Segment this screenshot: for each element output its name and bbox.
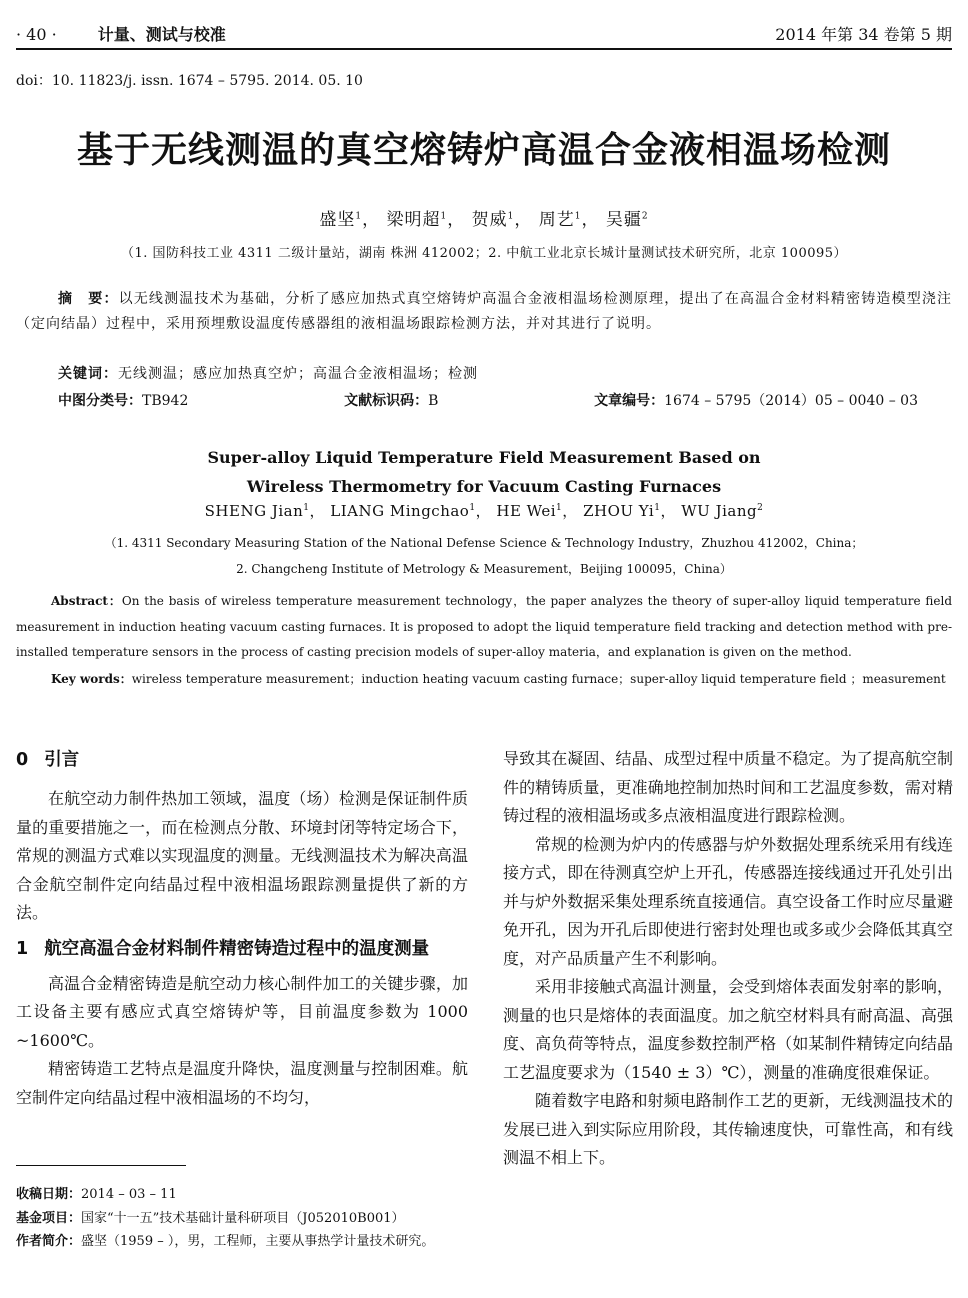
paragraph: 在航空动力制件热加工领域，温度（场）检测是保证制件质量的重要措施之一，而在检测点分散、环境封闭等特定场合下，常规的测温方式难以实现温度的测量。无线测温技术为解决高温合金航空制件定向结晶过程中液相温场跟踪测量提供了新的方法。 — [16, 789, 468, 922]
footnote-label: 基金项目： — [16, 1210, 82, 1226]
doi: doi：10. 11823/j. issn. 1674 – 5795. 2014. 05. 10 — [16, 73, 363, 89]
author-affil-mark: 1 — [469, 503, 476, 513]
section-heading — [16, 934, 468, 964]
footnotes — [16, 1183, 468, 1254]
journal-section: 计量、测试与校准 — [97, 25, 226, 44]
abstract-label: 摘 要： — [58, 291, 119, 307]
keywords-label: 关键词： — [58, 366, 118, 382]
article-number-value: 1674 – 5795（2014）05 – 0040 – 03 — [664, 393, 918, 409]
author-affil-mark: 1 — [440, 211, 448, 222]
author-list — [0, 205, 968, 230]
english-abstract-text: On the basis of wireless temperature measurement technology，the paper analyzes the theory of super-alloy liquid temperature field measurement in induction heating vacuum casting furnaces. It is proposed to adopt the liquid temperature field tracking and detection method with pre-installed temperature sensors in the process of casting precision models of super-alloy materia，and explanation is given on the method. — [16, 594, 953, 659]
paragraph: 随着数字电路和射频电路制作工艺的更新，无线测温技术的发展已进入到实际应用阶段，其传输速度快，可靠性高，和有线测温不相上下。 — [503, 1091, 953, 1167]
abstract-cn — [16, 287, 952, 337]
footnote-fund — [16, 1207, 468, 1231]
paragraph: 高温合金精密铸造是航空动力核心制件加工的关键步骤，加工设备主要有感应式真空熔铸炉等，目前温度参数为 1000 ~1600℃。 — [16, 973, 468, 1050]
keywords-cn — [58, 363, 478, 383]
clc-number — [58, 390, 188, 410]
author-name: LIANG Mingchao — [330, 502, 470, 520]
body-column-left — [16, 745, 468, 1112]
footnote-label: 收稿日期： — [16, 1187, 82, 1202]
english-title-line: Super-alloy Liquid Temperature Field Measurement Based on — [207, 448, 761, 467]
author-affil-mark: 2 — [757, 503, 764, 513]
footnote-bio — [16, 1230, 468, 1254]
footnote-received — [16, 1183, 468, 1207]
author-separator: ， — [362, 210, 381, 230]
author-separator: ， — [562, 502, 578, 520]
affiliations: （1. 国防科技工业 4311 二级计量站，湖南 株洲 412002；2. 中航工业北京长城计量测试技术研究所，北京 100095） — [120, 246, 848, 261]
article-number — [594, 390, 918, 410]
section-title: 航空高温合金材料制件精密铸造过程中的温度测量 — [44, 938, 430, 959]
english-keywords-text: wireless temperature measurement；induction heating vacuum casting furnace；super-alloy liquid temperature field ；measurement — [131, 672, 946, 686]
author-name: 盛坚 — [319, 210, 356, 230]
author-separator: ， — [660, 502, 676, 520]
footnote-text: 盛坚（1959 – ），男，工程师，主要从事热学计量技术研究。 — [81, 1234, 435, 1249]
paragraph: 常规的检测为炉内的传感器与炉外数据处理系统采用有线连接方式，即在待测真空炉上开孔，传感器连接线通过开孔处引出并与炉外数据采集处理系统直接通信。真空设备工作时应尽量避免开孔，因为开孔后即使进行密封处理也或多或少会降低其真空度，对产品质量产生不利影响。 — [503, 834, 953, 968]
author-affil-mark: 2 — [641, 211, 649, 222]
footnote-text: 国家“十一五”技术基础计量科研项目（J052010B001） — [81, 1210, 405, 1226]
article-number-label: 文章编号： — [594, 393, 665, 409]
paragraph: 精密铸造工艺特点是温度升降快，温度测量与控制困难。航空制件定向结晶过程中液相温场的不均匀， — [16, 1059, 468, 1107]
english-keywords-label: Key words： — [51, 672, 132, 686]
author-name: HE Wei — [496, 502, 557, 520]
author-name: 贺威 — [471, 210, 508, 230]
english-affiliation-line: 2. Changcheng Institute of Metrology & Measurement，Beijing 100095，China） — [236, 562, 732, 576]
author-name: ZHOU Yi — [583, 502, 655, 520]
section-title: 引言 — [44, 750, 80, 770]
author-affil-mark: 1 — [507, 211, 515, 222]
english-title-line: Wireless Thermometry for Vacuum Casting Furnaces — [246, 477, 722, 496]
abstract-text: 以无线测温技术为基础，分析了感应加热式真空熔铸炉高温合金液相温场检测原理，提出了在高温合金材料精密铸造模型浇注（定向结晶）过程中，采用预埋敷设温度传感器组的液相温场跟踪检测方法，并对其进行了说明。 — [16, 291, 953, 332]
clc-value: TB942 — [142, 393, 189, 409]
footnote-text: 2014 – 03 – 11 — [81, 1187, 177, 1202]
author-name: SHENG Jian — [204, 502, 304, 520]
author-separator: ， — [514, 210, 533, 230]
footnote-rule — [16, 1165, 186, 1166]
english-keywords — [16, 667, 952, 693]
doc-code — [344, 390, 438, 410]
header-rule — [16, 48, 952, 50]
english-abstract — [16, 589, 952, 666]
paper-title: 基于无线测温的真空熔铸炉高温合金液相温场检测 — [76, 130, 891, 171]
author-affil-mark: 1 — [556, 503, 563, 513]
english-title — [0, 443, 968, 501]
section-number: 0 — [16, 750, 29, 770]
paragraph: 导致其在凝固、结晶、成型过程中质量不稳定。为了提高航空制件的精铸质量，更准确地控制加热时间和工艺温度参数，需对精铸过程的液相温场或多点液相温度进行跟踪检测。 — [503, 749, 953, 825]
doc-code-label: 文献标识码： — [344, 393, 429, 409]
english-abstract-label: Abstract： — [51, 594, 122, 608]
author-affil-mark: 1 — [654, 503, 661, 513]
page-number: · 40 · — [16, 25, 57, 44]
author-affil-mark: 1 — [574, 211, 582, 222]
running-header-left — [16, 22, 226, 45]
english-affiliation-line: （1. 4311 Secondary Measuring Station of the National Defense Science & Technology Industry，Zhuzhou 412002，China； — [104, 536, 864, 550]
author-separator: ， — [447, 210, 466, 230]
paragraph: 采用非接触式高温计测量，会受到熔体表面发射率的影响，测量的也只是熔体的表面温度。加之航空材料具有耐高温、高强度、高负荷等特点，温度参数控制严格（如某制件精铸定向结晶工艺温度要求为（1540 ± 3）℃），测量的准确度很难保证。 — [503, 977, 953, 1082]
author-name: 梁明超 — [386, 210, 441, 230]
author-name: 吴疆 — [605, 210, 642, 230]
author-separator: ， — [475, 502, 492, 520]
body-column-right — [503, 745, 953, 1173]
author-affil-mark: 1 — [355, 211, 363, 222]
author-separator: ， — [581, 210, 600, 230]
doc-code-value: B — [428, 393, 439, 409]
english-author-list — [0, 500, 968, 521]
footnote-label: 作者简介： — [16, 1234, 82, 1249]
clc-label: 中图分类号： — [58, 393, 142, 409]
author-affil-mark: 1 — [303, 503, 310, 513]
classification-row — [58, 390, 918, 410]
english-affiliations — [0, 530, 968, 582]
author-name: 周艺 — [538, 210, 575, 230]
issue-info: 2014 年第 34 卷第 5 期 — [775, 25, 952, 44]
author-name: WU Jiang — [681, 502, 758, 520]
section-heading — [16, 745, 468, 775]
author-separator: ， — [309, 502, 325, 520]
keywords-text: 无线测温；感应加热真空炉；高温合金液相温场；检测 — [118, 366, 478, 382]
section-number: 1 — [16, 938, 29, 959]
